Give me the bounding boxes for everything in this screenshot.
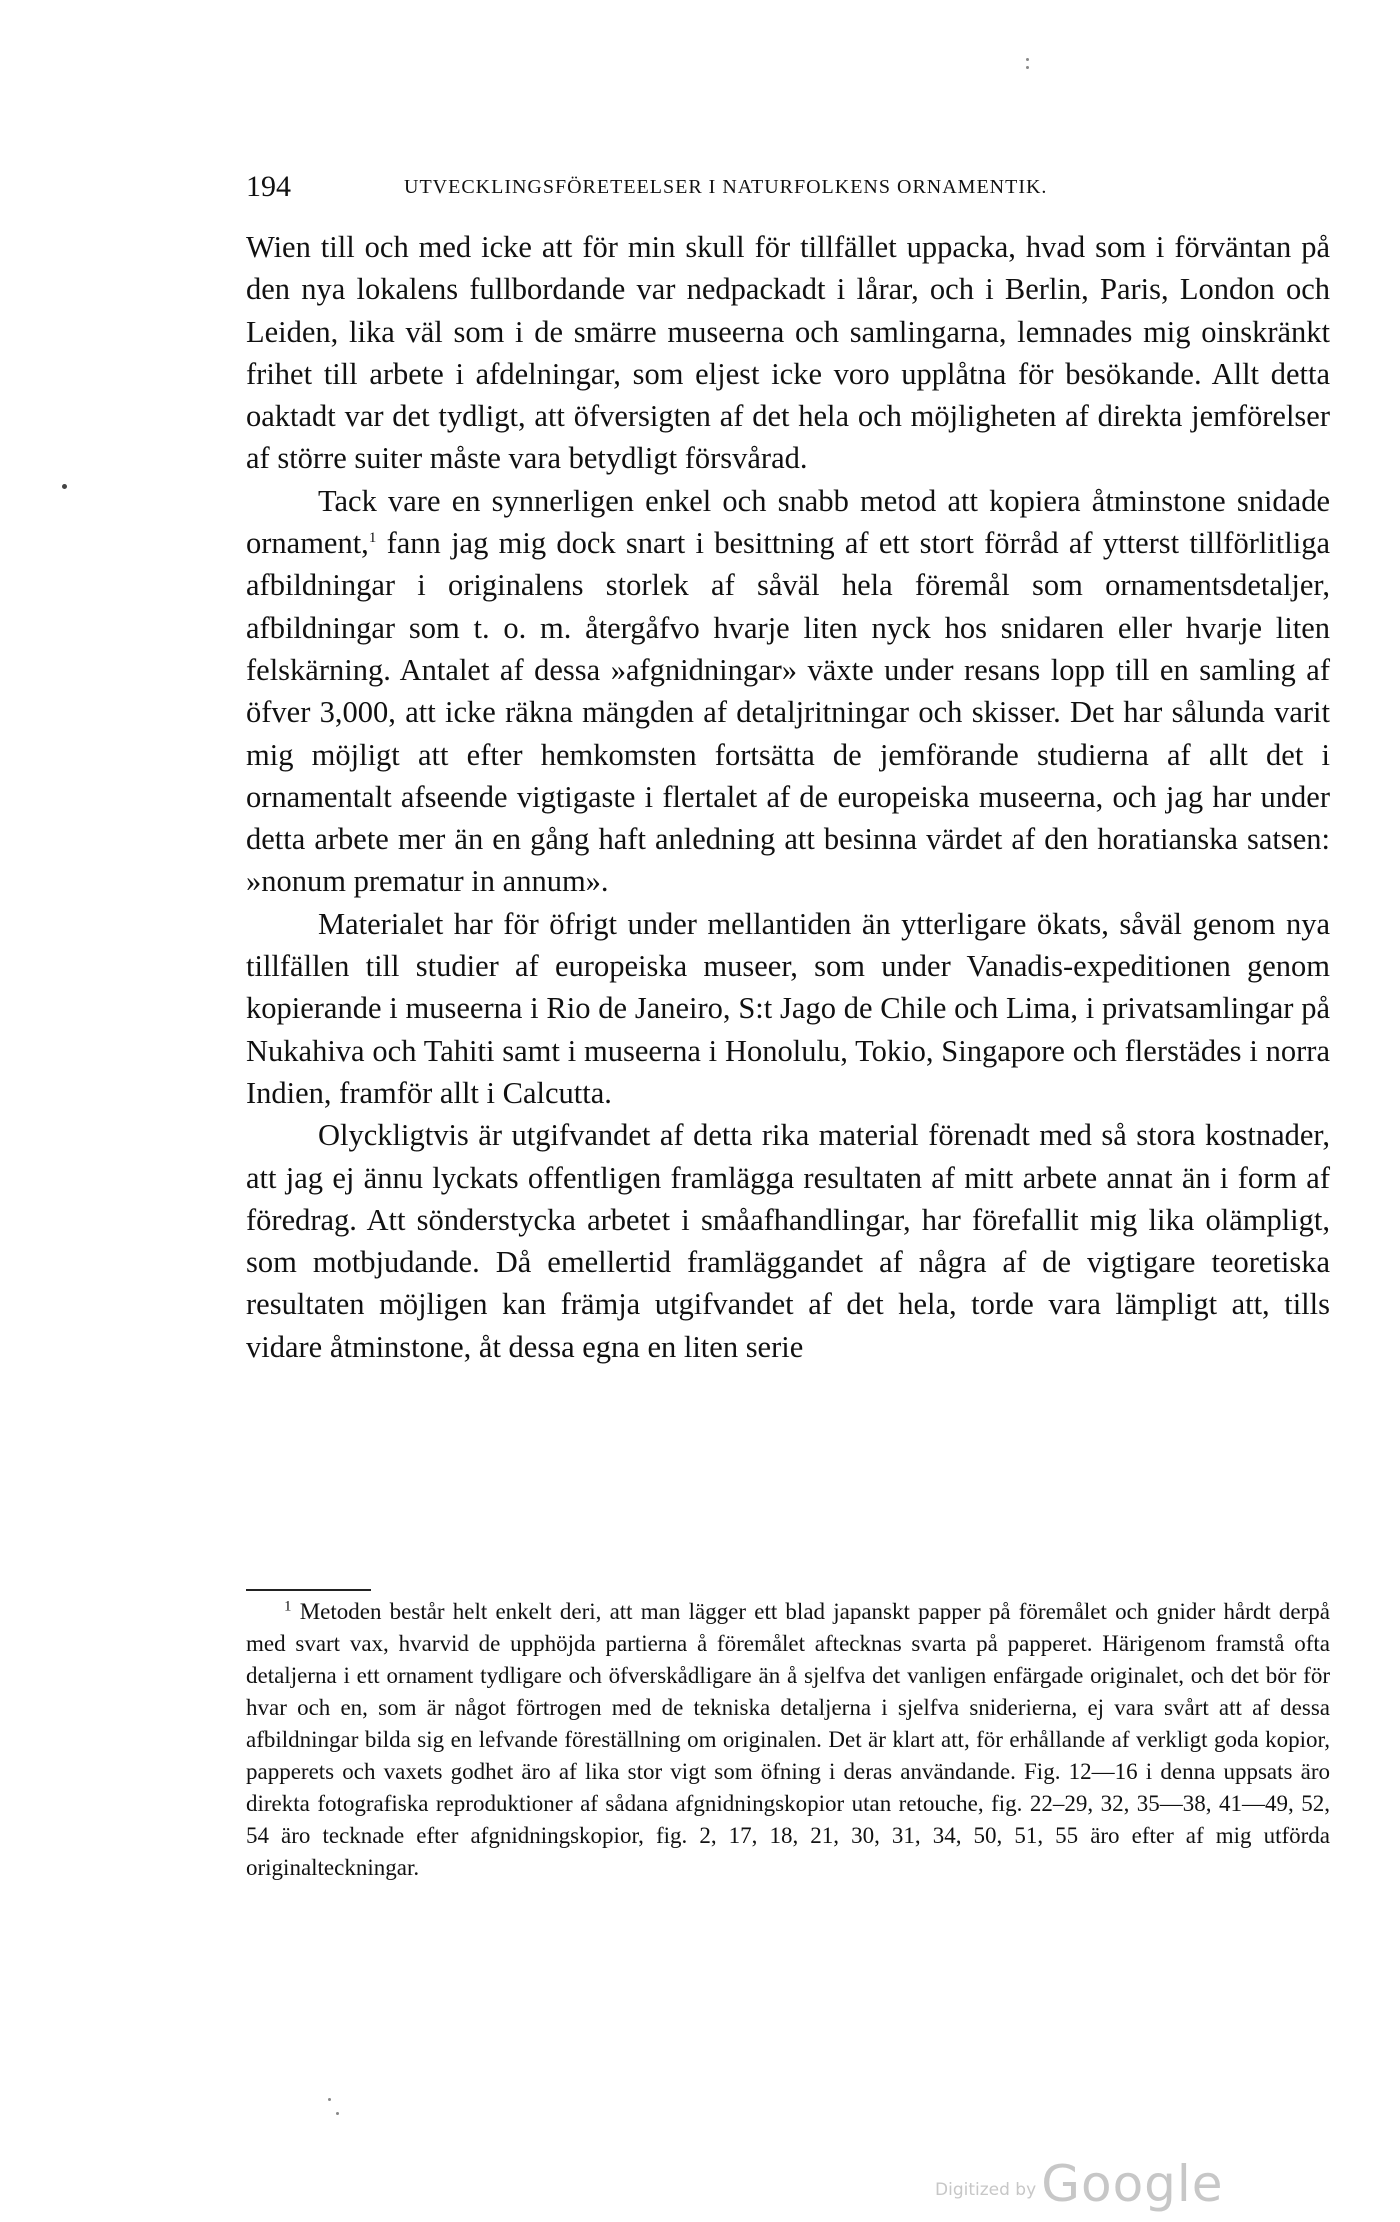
footnote-divider	[246, 1589, 371, 1591]
margin-speck	[336, 2112, 339, 2115]
margin-speck	[328, 2098, 331, 2101]
footnote-marker: 1	[284, 1598, 292, 1615]
margin-speck	[1026, 58, 1029, 61]
footnote-reference: 1	[368, 529, 377, 546]
running-title: UTVECKLINGSFÖRETEELSER I NATURFOLKENS ORNAMENTIK.	[404, 176, 1048, 198]
page-header	[246, 170, 1326, 210]
paragraph: Materialet har för öfrigt under mellantiden än ytterligare ökats, såväl genom nya tillfällen till studier af europeiska museer, som under Vanadis-expeditionen genom kopierande i museerna i Rio de Janeiro, S:t Jago de Chile och Lima, i privatsamlingar på Nukahiva och Tahiti samt i museerna i Honolulu, Tokio, Singapore och flerstädes i norra Indien, framför allt i Calcutta.	[246, 906, 1330, 1110]
watermark-prefix: Digitized by	[935, 2180, 1037, 2200]
footnote-text: Metoden består helt enkelt deri, att man lägger ett blad japanskt papper på föremålet och gnider hårdt derpå med svart vax, hvarvid de upphöjda partierna å föremålet aftecknas svarta på papperet. Härigenom framstå ofta detaljerna i ett ornament tydligare och öfverskådligare än å sjelfva det vanligen enfärgade originalet, och det bör för hvar och en, som är något förtrogen med de tekniska detaljerna i sjelfva sniderierna, ej vara svårt att af dessa afbildningar bilda sig en lefvande föreställning om originalen. Det är klart att, för erhållande af verkligt goda kopior, papperets och vaxets godhet äro af lika stor vigt som öfning i deras användande. Fig. 12—16 i denna uppsats äro direkta fotografiska reproduktioner af sådana afgnidningskopior utan retouche, fig. 22–29, 32, 35—38, 41—49, 52, 54 äro tecknade efter afgnidningskopior, fig. 2, 17, 18, 21, 30, 31, 34, 50, 51, 55 äro efter af mig utförda originalteckningar.	[246, 1599, 1330, 1880]
digitizer-watermark	[935, 2155, 1224, 2213]
paragraph-text: fann jag mig dock snart i besittning af ett stort förråd af ytterst tillförlitliga afbildningar i originalens storlek af såväl hela föremål som ornamentsdetaljer, afbildningar som t. o. m. återgåfvo hvarje liten nyck hos snidaren eller hvarje liten felskärning. Antalet af dessa »afgnidningar» växte under resans lopp till en samling af öfver 3,000, att icke räkna mängden af detaljritningar och skisser. Det har sålunda varit mig möjligt att efter hemkomsten fortsätta de jemförande studierna af allt det i ornamentalt afseende vigtigaste i flertalet af de europeiska museerna, och jag har under detta arbete mer än en gång haft anledning att besinna värdet af den horatianska satsen: »nonum prematur in annum».	[246, 526, 1331, 899]
paragraph: Olyckligtvis är utgifvandet af detta rika material förenadt med så stora kostnader, att jag ej ännu lyckats offentligen framlägga resultaten af mitt arbete annat än i form af föredrag. Att sönderstycka arbetet i småafhandlingar, har förefallit mig lika olämpligt, som motbjudande. Då emellertid framläggandet af några af de vigtigare teoretiska resultaten möjligen kan främja utgifvandet af det hela, torde vara lämpligt att, tills vidare åtminstone, åt dessa egna en liten serie	[246, 1118, 1330, 1364]
margin-speck	[1026, 66, 1029, 69]
page-number: 194	[246, 170, 291, 203]
paragraph: Wien till och med icke att för min skull för tillfället uppacka, hvad som i förväntan på den nya lokalens fullbordande var nedpackadt i lårar, och i Berlin, Paris, London och Leiden, lika väl som i de smärre museerna och samlingarna, lemnades mig oinskränkt frihet till arbete i afdelningar, som eljest icke voro upplåtna för besökande. Allt detta oaktadt var det tydligt, att öfversigten af det hela och möjligheten af direkta jemförelser af större suiter måste vara betydligt försvårad.	[246, 230, 1330, 476]
footnote	[246, 1596, 1330, 1884]
main-text	[246, 226, 1330, 1368]
paragraph-text: Tack vare en synnerligen enkel och snabb metod att kopiera åtminstone snidade ornament,	[246, 483, 1330, 561]
paragraph	[246, 480, 1330, 903]
google-logo: Google	[1041, 2155, 1224, 2213]
margin-speck	[62, 484, 67, 489]
